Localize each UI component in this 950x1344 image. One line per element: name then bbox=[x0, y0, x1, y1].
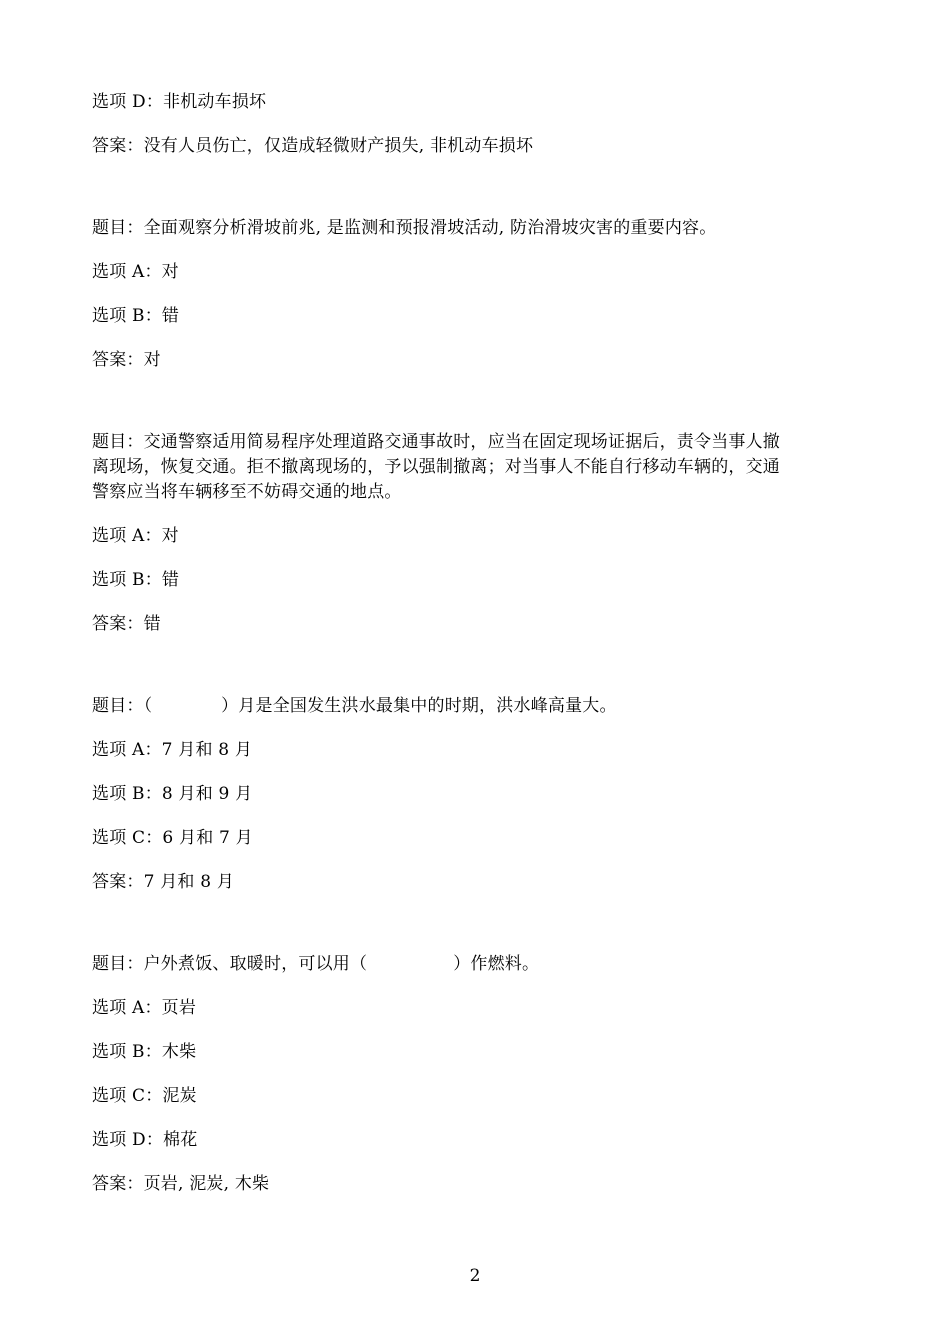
answer-text: 答案：页岩, 泥炭, 木柴 bbox=[92, 1174, 270, 1194]
answer-text: 答案：没有人员伤亡，仅造成轻微财产损失, 非机动车损坏 bbox=[92, 136, 534, 156]
option-c-text: 选项 C：6 月和 7 月 bbox=[92, 828, 253, 848]
page-number: 2 bbox=[469, 1266, 481, 1286]
option-b-text: 选项 B：木柴 bbox=[92, 1042, 197, 1062]
question-text: 题目：（ ）月是全国发生洪水最集中的时期，洪水峰高量大。 bbox=[92, 696, 617, 716]
question-text: 题目：户外煮饭、取暖时，可以用（ ）作燃料。 bbox=[92, 954, 540, 974]
option-a-text: 选项 A：页岩 bbox=[92, 998, 197, 1018]
question-text-line-2: 离现场，恢复交通。拒不撤离现场的，予以强制撤离；对当事人不能自行移动车辆的，交通 bbox=[92, 457, 780, 477]
option-b-text: 选项 B：8 月和 9 月 bbox=[92, 784, 253, 804]
option-d-text: 选项 D：非机动车损坏 bbox=[92, 92, 267, 112]
answer-text: 答案：7 月和 8 月 bbox=[92, 872, 235, 892]
answer-text: 答案：错 bbox=[92, 614, 161, 634]
question-text-line-1: 题目：交通警察适用简易程序处理道路交通事故时，应当在固定现场证据后，责令当事人撤 bbox=[92, 432, 780, 452]
question-text: 题目：全面观察分析滑坡前兆, 是监测和预报滑坡活动, 防治滑坡灾害的重要内容。 bbox=[92, 218, 717, 238]
option-a-text: 选项 A：对 bbox=[92, 262, 179, 282]
option-b-text: 选项 B：错 bbox=[92, 306, 180, 326]
option-d-text: 选项 D：棉花 bbox=[92, 1130, 198, 1150]
option-a-text: 选项 A：7 月和 8 月 bbox=[92, 740, 253, 760]
option-c-text: 选项 C：泥炭 bbox=[92, 1086, 197, 1106]
question-text-line-3: 警察应当将车辆移至不妨碍交通的地点。 bbox=[92, 482, 402, 502]
option-a-text: 选项 A：对 bbox=[92, 526, 179, 546]
option-b-text: 选项 B：错 bbox=[92, 570, 180, 590]
answer-text: 答案：对 bbox=[92, 350, 161, 370]
